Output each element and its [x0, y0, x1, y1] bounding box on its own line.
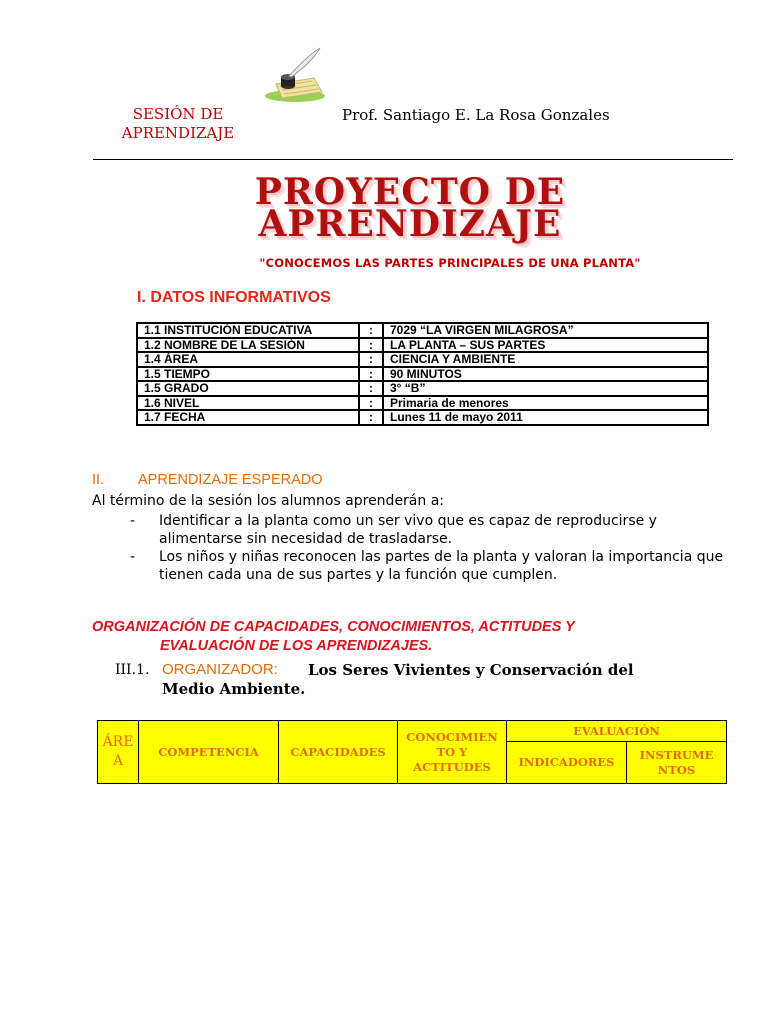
info-label-cell: 1.5 TIEMPO: [137, 367, 359, 382]
header-cell-instrumentos: [627, 742, 727, 784]
table-row: [137, 352, 708, 367]
info-table: [136, 322, 709, 426]
header-divider: [93, 159, 733, 160]
list-item: [130, 548, 740, 584]
session-title: [108, 105, 248, 143]
bullet-dash: -: [130, 513, 136, 529]
section-heading-aprendizaje: APRENDIZAJE ESPERADO: [138, 472, 323, 488]
bullet-dash: -: [130, 549, 136, 565]
list-item: [130, 512, 740, 548]
info-label-cell: 1.5 GRADO: [137, 381, 359, 396]
table-row: [137, 396, 708, 411]
objectives-list: [130, 512, 740, 584]
subsection-text-line1: Los Seres Vivientes y Conservación del: [308, 661, 634, 679]
header-conocimientos-line2: TO Y: [436, 744, 468, 759]
teacher-name: Prof. Santiago E. La Rosa Gonzales: [342, 106, 610, 124]
table-row: [137, 367, 708, 382]
header-cell-competencia: COMPETENCIA: [139, 721, 279, 784]
table-row: [137, 338, 708, 353]
header-cell-capacidades: CAPACIDADES: [279, 721, 398, 784]
page-title: [200, 171, 620, 245]
header-area-line1: ÁRE: [102, 734, 134, 750]
info-label-cell: 1.4 ÁREA: [137, 352, 359, 367]
organizacion-line1: ORGANIZACIÓN DE CAPACIDADES, CONOCIMIENTOS, ACTITUDES Y: [92, 619, 575, 635]
info-value-cell: CIENCIA Y AMBIENTE: [383, 352, 708, 367]
info-separator-cell: :: [359, 381, 383, 396]
info-value-cell: LA PLANTA – SUS PARTES: [383, 338, 708, 353]
section-number-ii: II.: [92, 472, 105, 488]
info-label-cell: 1.1 INSTITUCIÓN EDUCATIVA: [137, 323, 359, 338]
info-separator-cell: :: [359, 367, 383, 382]
inkwell-quill-icon: [262, 46, 332, 106]
info-value-cell: 90 MINUTOS: [383, 367, 708, 382]
page-title-line1: PROYECTO DE: [254, 171, 566, 213]
subsection-label: ORGANIZADOR:: [162, 661, 278, 678]
info-separator-cell: :: [359, 410, 383, 425]
header-cell-conocimientos: [398, 721, 507, 784]
info-separator-cell: :: [359, 352, 383, 367]
header-cell-evaluacion: EVALUACIÓN: [507, 721, 727, 742]
info-separator-cell: :: [359, 396, 383, 411]
info-value-cell: 7029 “LA VIRGEN MILAGROSA”: [383, 323, 708, 338]
list-item-text: Los niños y niñas reconocen las partes de la planta y valoran la importancia que tienen cada una de sus partes y la función que cumplen.: [159, 549, 724, 583]
table-row: [137, 323, 708, 338]
section-heading-organizacion: [92, 618, 712, 656]
page-subtitle: "CONOCEMOS LAS PARTES PRINCIPALES DE UNA PLANTA": [259, 256, 641, 270]
section-intro-text: Al término de la sesión los alumnos aprenderán a:: [92, 493, 445, 509]
page-title-line2: APRENDIZAJE: [258, 203, 562, 245]
organizacion-line2: EVALUACIÓN DE LOS APRENDIZAJES.: [160, 638, 433, 654]
info-separator-cell: :: [359, 338, 383, 353]
info-label-cell: 1.6 NIVEL: [137, 396, 359, 411]
header-cell-area: [98, 721, 139, 784]
session-title-line1: SESIÓN DE: [132, 105, 224, 123]
subsection-text-line2: Medio Ambiente.: [162, 680, 306, 698]
section-heading-datos: I. DATOS INFORMATIVOS: [137, 289, 331, 306]
list-item-text: Identificar a la planta como un ser vivo que es capaz de reproducirse y alimentarse sin necesidad de trasladarse.: [159, 513, 657, 547]
header-instrumentos-line2: NTOS: [657, 762, 696, 777]
info-value-cell: Primaria de menores: [383, 396, 708, 411]
info-separator-cell: :: [359, 323, 383, 338]
header-cell-indicadores: INDICADORES: [507, 742, 627, 784]
header-conocimientos-line3: ACTITUDES: [413, 759, 491, 774]
table-row: [137, 410, 708, 425]
subsection-number: III.1.: [115, 662, 150, 678]
organizer-table: [97, 720, 727, 784]
header-conocimientos-line1: CONOCIMIEN: [406, 729, 498, 744]
info-value-cell: Lunes 11 de mayo 2011: [383, 410, 708, 425]
table-row: [137, 381, 708, 396]
info-label-cell: 1.2 NOMBRE DE LA SESIÓN: [137, 338, 359, 353]
info-label-cell: 1.7 FECHA: [137, 410, 359, 425]
session-title-line2: APRENDIZAJE: [121, 124, 235, 142]
header-instrumentos-line1: INSTRUME: [639, 747, 714, 762]
header-area-line2: A: [112, 753, 124, 769]
info-value-cell: 3° “B”: [383, 381, 708, 396]
